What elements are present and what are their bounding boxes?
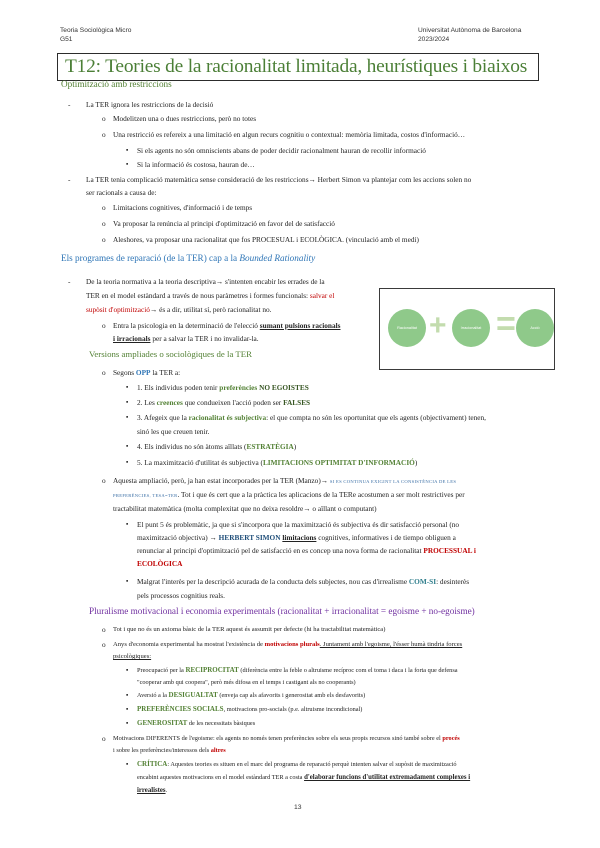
- circle-irrationality: Irracionalitat: [452, 309, 490, 347]
- text: ): [414, 458, 418, 467]
- text-smallcaps: SI ES CONTINUA EXIGINT LA CONSISTÈNCIA DE LES: [329, 479, 457, 484]
- text: .: [165, 787, 168, 794]
- s4-bullet-1: Tot i que no és un axioma bàsic de la TER aquest és assumit per defecte (hi ha tractabilitat matemàtica): [113, 626, 386, 633]
- text-red: PROCESSUAL i: [423, 546, 476, 555]
- text: : el que compta no són les oportunitat que els agents (objectivament) tenen,: [266, 413, 486, 422]
- text: Malgrat l'interès per la descripció acurada de la conducta dels subjectes, nou cas d'irrealisme: [137, 577, 409, 586]
- s3-bullet-2-line2: [113, 490, 465, 500]
- s3-bullet-2-line3: tractabilitat matemàtica (molta complexitat que no deixa resoldre→ o aïllant o computant): [113, 504, 377, 513]
- text: renunciar al principi d'optimització pel de satisfacció en es concep una nova forma de racionalitat: [137, 546, 424, 555]
- text-com-si: COM-SI: [408, 577, 437, 586]
- text: : Aquestes teories es situen en el marc del programa de reparació perquè intenten salvar el supòsit de maximització: [167, 761, 457, 768]
- s1-bullet-2c: Aleshores, va proposar una racionalitat que fos PROCESUAL i ECOLÒGICA. (vinculació amb el medi): [113, 235, 419, 244]
- s1-bullet-1a: Modelitzen una o dues restriccions, però no totes: [113, 114, 257, 123]
- text: 2. Les: [137, 398, 157, 407]
- text-red: ECOLÒGICA: [137, 559, 183, 568]
- text: Aversió a la: [137, 692, 169, 699]
- text: (enveja cap als afavorits i generositat amb els desfavorits): [217, 692, 366, 699]
- page-number: 13: [294, 804, 302, 811]
- text: Aquesta ampliació, però, ja han estat incorporades per la TER (Manzo)→: [113, 476, 330, 485]
- text-green: GENEROSITAT: [137, 719, 188, 727]
- s3-b2a-line1: El punt 5 és problemàtic, ja que si s'incorpora que la maximització és subjectiva és dir satisfacció personal (no: [137, 520, 460, 529]
- text: Motivacions DIFERENTS de l'egoisme: els agents no només tenen preferències sobre els seus propis recursos sinó també sobre el: [113, 735, 443, 742]
- square-bullet: ▪: [126, 706, 129, 713]
- s3-item-4: [137, 442, 296, 451]
- text: cognitives, informatives i de tiempo obliguen a: [316, 533, 456, 542]
- title-box: [57, 53, 539, 81]
- s3-bullet-1: [113, 368, 180, 377]
- s2-p1-line1: De la teoria normativa a la teoria descriptiva→ s'intenten encabir les errades de la: [86, 277, 325, 286]
- dash-bullet: -: [68, 175, 71, 184]
- square-bullet: ▪: [126, 399, 129, 406]
- s4-item-3: [137, 705, 362, 714]
- s1-bullet-2b: Va proposar la renúncia al principi d'optimització en favor del de satisfacció: [113, 219, 335, 228]
- header-right: [418, 27, 521, 44]
- text-red: salvar el: [309, 291, 335, 300]
- course-name: Teoria Sociològica Micro: [60, 27, 132, 34]
- s2-p1a-line2: [113, 334, 259, 343]
- s4-item-1-line1: [137, 666, 458, 675]
- critique-line3: [137, 786, 167, 795]
- text-smallcaps: PREFERÈNCIES, TESA=TER: [113, 493, 178, 498]
- text: . Tot i que és cert que a la pràctica les aplicacions de la TERe acostumen a ser molt restrictives per: [177, 490, 465, 499]
- square-bullet: ▪: [126, 414, 129, 421]
- s3-b2b-line1: [137, 577, 469, 586]
- university-name: Universitat Autònoma de Barcelona: [418, 27, 522, 34]
- s3-item-2: [137, 398, 310, 407]
- square-bullet: ▪: [126, 161, 129, 168]
- text: encabint aquestes motivacions en el model estàndard TER a costa: [137, 774, 305, 781]
- text: Segons: [113, 368, 136, 377]
- text: ): [293, 442, 297, 451]
- text: (diferència entre la feble o altruisme recíproc com el toma i daca i la forta que defensa: [238, 667, 458, 674]
- text-red: procés: [442, 735, 460, 742]
- text: 4. Els individus no són àtoms aïllats (: [137, 442, 247, 451]
- academic-year: 2023/2024: [418, 35, 450, 43]
- text: maximització objectiva) →: [137, 533, 219, 542]
- s4-bullet-3-line1: [113, 734, 460, 743]
- s3-b2a-line2: [137, 533, 456, 542]
- circle-bullet: o: [102, 203, 106, 212]
- circle-rationality: Racionalitat: [388, 309, 426, 347]
- rationality-diagram: [379, 288, 555, 370]
- circle-bullet: o: [102, 321, 106, 330]
- text-green: LIMITACIONS OPTIMITAT D'INFORMACIÓ: [262, 458, 415, 467]
- text: TER en el model estàndard a través de nous paràmetres i formes funcionals:: [86, 291, 310, 300]
- s3-item-1: [137, 383, 309, 392]
- text-green: DESIGUALTAT: [168, 691, 218, 699]
- s3-b2a-line4: [137, 559, 182, 568]
- s1-bullet-2a: Limitacions cognitives, d'informació i de temps: [113, 203, 253, 212]
- text: la TER a:: [150, 368, 181, 377]
- text: → és a dir, utilitat sí, però racionalitat no.: [149, 305, 272, 314]
- text: : desinterès: [436, 577, 470, 586]
- s3-b2a-line3: [137, 546, 476, 555]
- square-bullet: ▪: [126, 761, 129, 768]
- s1-bullet-2-line1: La TER tenia complicació matemàtica sense consideració de les restriccions→ Herbert Simon va plantejar com les accions solen no: [86, 175, 472, 184]
- text-green: creences: [156, 398, 183, 407]
- s1-bullet-1: La TER ignora les restriccions de la decisió: [86, 100, 214, 109]
- s3-b2b-line2: pels processos cognitius reals.: [137, 591, 225, 600]
- s3-item-3-line2: sinó les que creuen tenir.: [137, 427, 210, 436]
- text: 1. Els individus poden tenir: [137, 383, 220, 392]
- s2-p1-line2: [86, 291, 334, 300]
- text: que condueixen l'acció poden ser: [182, 398, 284, 407]
- circle-bullet: o: [102, 235, 106, 244]
- text-green: NO EGOISTES: [257, 383, 309, 392]
- s4-item-1-line2: "cooperar amb qui coopera", però més difosa en el temps i castigant als no cooperants): [137, 679, 356, 686]
- s2-p1a-line1: [113, 321, 341, 330]
- s1-bullet-1b: Una restricció es refereix a una limitació en algun recurs cognitiu o contextual: memòria limitada, costos d'informació…: [113, 130, 466, 139]
- circle-bullet: o: [102, 476, 106, 485]
- text-herbert-simon: HERBERT SIMON: [218, 533, 281, 542]
- square-bullet: ▪: [126, 667, 129, 674]
- critique-line1: [137, 760, 457, 769]
- text: , motivacions pro-socials (p.e. altruisme incondicional): [223, 706, 363, 713]
- header-left: [60, 27, 131, 44]
- square-bullet: ▪: [126, 720, 129, 727]
- circle-bullet: o: [102, 130, 106, 139]
- s4-item-2: [137, 691, 365, 700]
- text-red: supòsit d'optimització: [86, 305, 150, 314]
- square-bullet: ▪: [126, 443, 129, 450]
- circle-action: Acció: [516, 309, 554, 347]
- text-green: preferències: [219, 383, 258, 392]
- text-green: ESTRATÈGIA: [246, 442, 294, 451]
- text-green: racionalitat és subjectiva: [188, 413, 267, 422]
- text-green: RECIPROCITAT: [185, 666, 239, 674]
- page-title: T12: Teories de la racionalitat limitada, heurístiques i biaixos: [65, 56, 528, 77]
- text-bold: irrealistes: [137, 787, 166, 794]
- text-green: PREFERÈNCIES SOCIALS: [137, 705, 224, 713]
- circle-bullet: o: [102, 219, 106, 228]
- heading-text: Els programes de reparació (de la TER) cap a la: [61, 253, 240, 263]
- s1-bullet-2-line2: ser racionals a causa de:: [86, 188, 157, 197]
- square-bullet: ▪: [126, 692, 129, 699]
- section-heading-optimization: Optimització amb restriccions: [61, 79, 172, 89]
- s3-bullet-2-line1: [113, 476, 456, 486]
- dash-bullet: -: [68, 277, 71, 286]
- text: i sobre les preferències/interessos dels: [113, 747, 211, 754]
- heading-emphasis: Bounded Rationality: [239, 253, 316, 263]
- group-code: G51: [60, 35, 73, 43]
- s3-item-3-line1: [137, 413, 486, 422]
- section-heading-pluralism: Pluralisme motivacional i economia experimentals (racionalitat + irracionalitat = egoisme + no-egoisme): [89, 606, 475, 616]
- square-bullet: ▪: [126, 147, 129, 154]
- s4-bullet-2-line1: [113, 640, 462, 649]
- s2-p1-line3: [86, 305, 271, 314]
- circle-bullet: o: [102, 114, 106, 123]
- square-bullet: ▪: [126, 459, 129, 466]
- square-bullet: ▪: [126, 578, 129, 585]
- s4-bullet-2-line2: psicològiques:: [113, 653, 152, 660]
- text-bold: i irracionals: [113, 334, 151, 343]
- s1-bullet-1b2: Si la informació és costosa, hauran de…: [137, 160, 255, 169]
- text-green: FALSES: [283, 398, 311, 407]
- critique-line2: [137, 773, 470, 782]
- text: Anys d'economia experimental ha mostrat l'existència de: [113, 641, 265, 648]
- square-bullet: ▪: [126, 384, 129, 391]
- circle-bullet: o: [102, 640, 106, 649]
- text-bold: d'elaborar funcions d'utilitat extremadament complexes i: [304, 774, 471, 781]
- s1-bullet-1b1: Si els agents no són omniscients abans de poder decidir racionalment hauran de recollir informació: [137, 146, 426, 155]
- section-heading-extended-versions: Versions ampliades o sociològiques de la TER: [89, 349, 253, 359]
- text: Preocupació per la: [137, 667, 186, 674]
- text-bold: sumant pulsions racionals: [259, 321, 341, 330]
- text-red: altres: [210, 747, 226, 754]
- text: de les necessitats bàsiques: [187, 720, 256, 727]
- plus-sign: +: [429, 309, 447, 342]
- circle-bullet: o: [102, 368, 106, 377]
- s4-bullet-3-line2: [113, 746, 226, 755]
- text-bold: limitacions: [282, 533, 317, 542]
- equals-sign: =: [496, 305, 516, 343]
- circle-bullet: o: [102, 734, 106, 743]
- text: 5. La maximització d'utilitat és subjectiva (: [137, 458, 263, 467]
- square-bullet: ▪: [126, 521, 129, 528]
- text-underlined: . Juntament amb l'egoisme, l'ésser humà tindria forces: [319, 641, 463, 648]
- s3-item-5: [137, 458, 417, 467]
- s4-item-4: [137, 719, 255, 728]
- text-green: CRÍTICA: [137, 760, 168, 768]
- circle-bullet: o: [102, 625, 106, 634]
- section-heading-repair-programs: [61, 254, 315, 263]
- text: per a salvar la TER i no invalidar-la.: [150, 334, 259, 343]
- text: 3. Afegeix que la: [137, 413, 189, 422]
- text-red: motivacions plurals: [264, 641, 320, 648]
- text: Entra la psicologia en la determinació de l'elecció: [113, 321, 260, 330]
- dash-bullet: -: [68, 100, 71, 109]
- text-opp: OPP: [135, 368, 151, 377]
